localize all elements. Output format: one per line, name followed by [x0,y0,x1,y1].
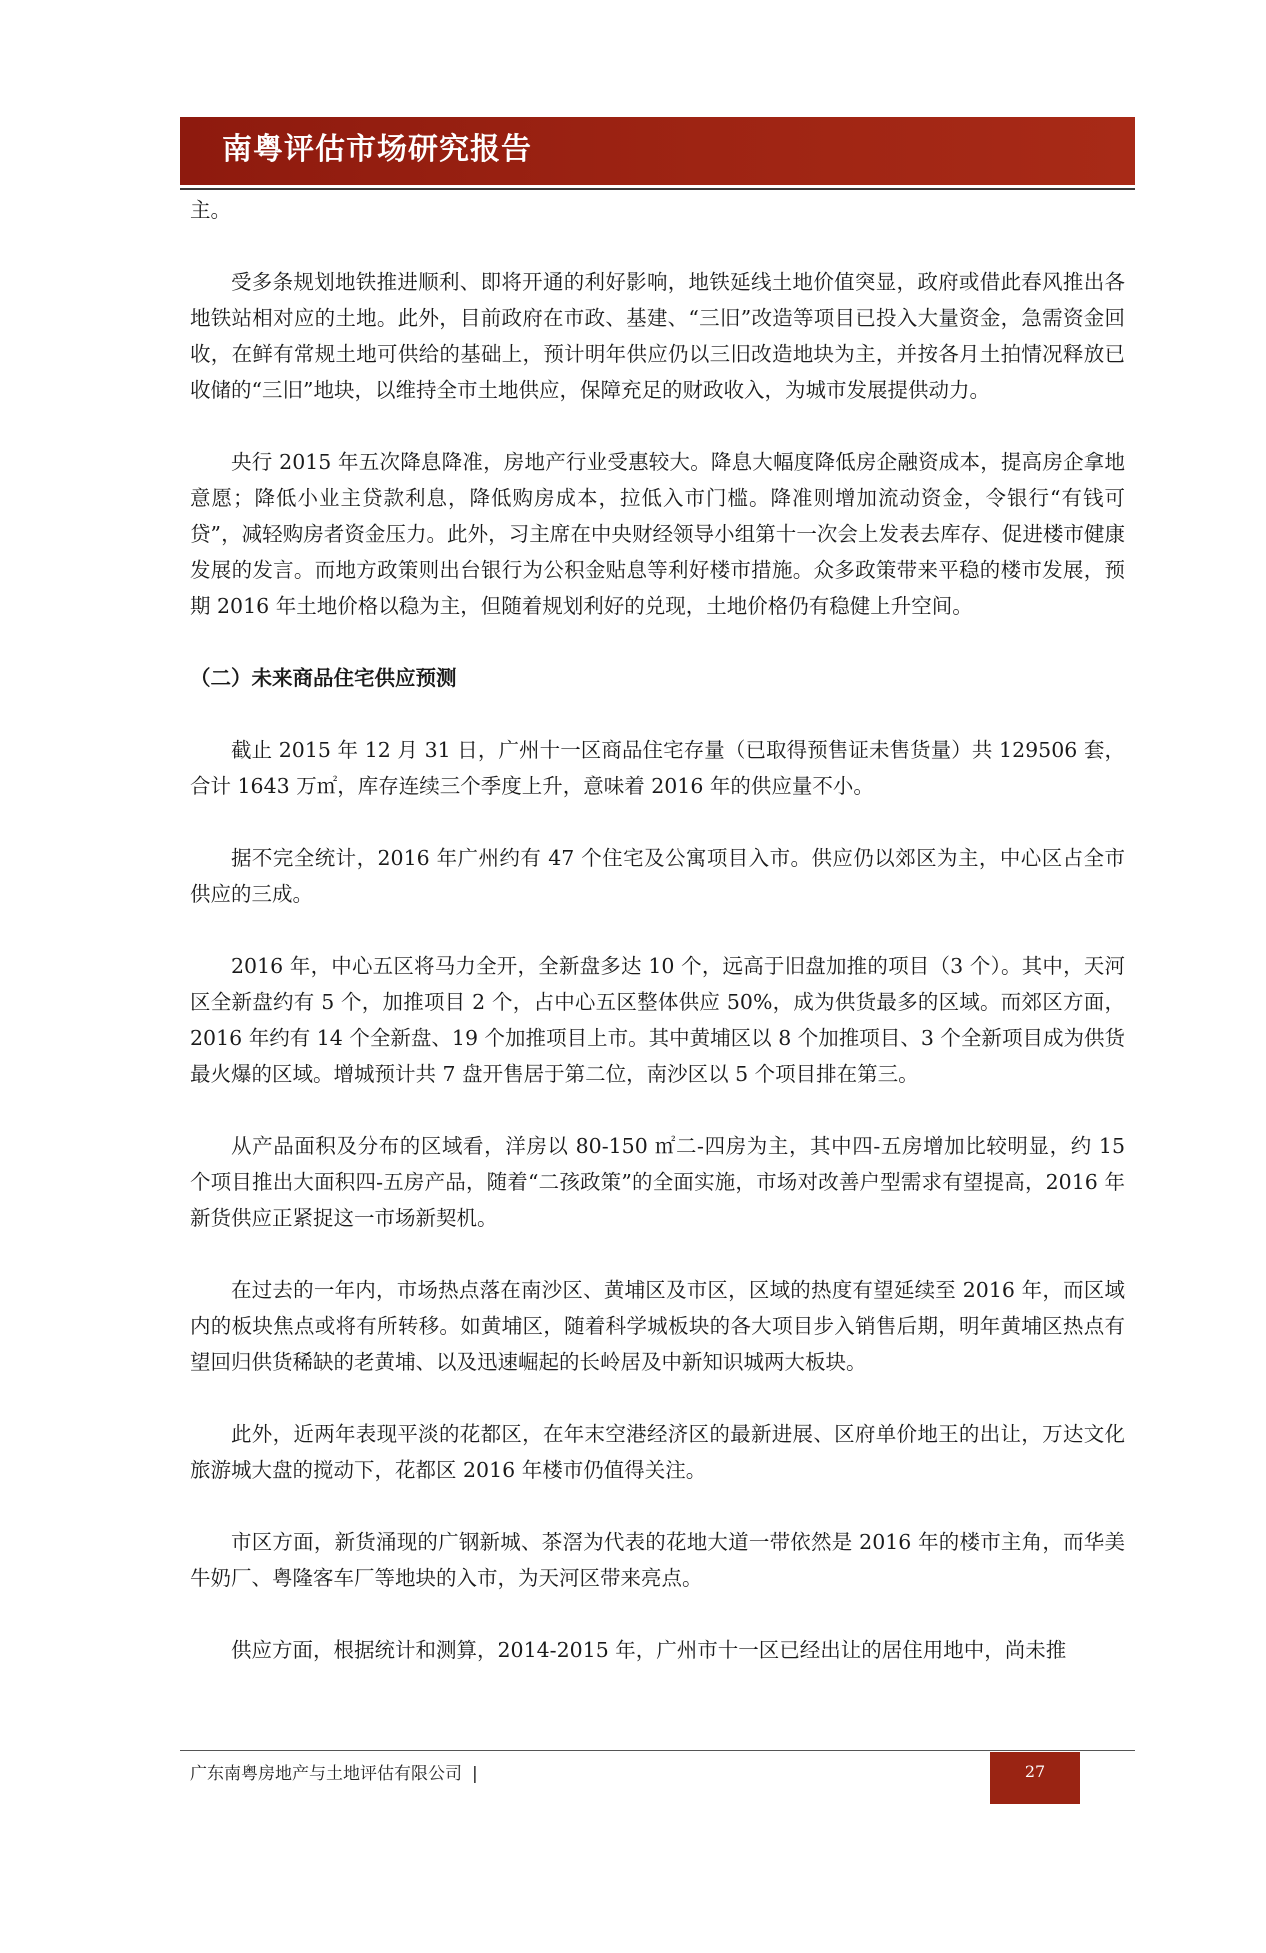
section-heading: （二）未来商品住宅供应预测 [190,666,457,690]
report-title: 南粤评估市场研究报告 [222,132,532,167]
paragraph-huadu: 此外，近两年表现平淡的花都区，在年末空港经济区的最新进展、区府单价地王的出让，万达文化旅游城大盘的搅动下，花都区 2016 年楼市仍值得关注。 [190,1422,1125,1482]
footer-separator: | [472,1764,478,1784]
paragraph-inventory: 截止 2015 年 12 月 31 日，广州十一区商品住宅存量（已取得预售证未售货量）共 129506 套，合计 1643 万㎡，库存连续三个季度上升，意味着 2016 年的供应量不小。 [190,738,1125,798]
paragraph-project-count: 据不完全统计，2016 年广州约有 47 个住宅及公寓项目入市。供应仍以郊区为主，中心区占全市供应的三成。 [190,846,1125,906]
footer-company-name: 广东南粤房地产与土地评估有限公司 [190,1764,462,1784]
paragraph-continuation: 主。 [190,198,231,222]
footer-company [190,1760,478,1788]
page-number: 27 [990,1752,1080,1804]
paragraph-hotspots: 在过去的一年内，市场热点落在南沙区、黄埔区及市区，区域的热度有望延续至 2016 年，而区域内的板块焦点或将有所转移。如黄埔区，随着科学城板块的各大项目步入销售后期，明年黄埔区热点有望回归供货稀缺的老黄埔、以及迅速崛起的长岭居及中新知识城两大板块。 [190,1278,1125,1374]
report-body [190,192,1125,1668]
paragraph-metro-land: 受多条规划地铁推进顺利、即将开通的利好影响，地铁延线土地价值突显，政府或借此春风推出各地铁站相对应的土地。此外，目前政府在市政、基建、“三旧”改造等项目已投入大量资金，急需资金回收，在鲜有常规土地可供给的基础上，预计明年供应仍以三旧改造地块为主，并按各月土拍情况释放已收储的“三旧”地块，以维持全市土地供应，保障充足的财政收入，为城市发展提供动力。 [190,270,1125,402]
paragraph-supply-stats: 供应方面，根据统计和测算，2014-2015 年，广州市十一区已经出让的居住用地中，尚未推 [231,1638,1067,1662]
paragraph-product-area: 从产品面积及分布的区域看，洋房以 80-150 ㎡二-四房为主，其中四-五房增加比较明显，约 15 个项目推出大面积四-五房产品，随着“二孩政策”的全面实施，市场对改善户型需求有望提高，2016 年新货供应正紧捉这一市场新契机。 [190,1134,1125,1230]
footer-divider [180,1750,1135,1751]
paragraph-urban-area: 市区方面，新货涌现的广钢新城、茶滘为代表的花地大道一带依然是 2016 年的楼市主角，而华美牛奶厂、粤隆客车厂等地块的入市，为天河区带来亮点。 [190,1530,1125,1590]
paragraph-monetary-policy: 央行 2015 年五次降息降准，房地产行业受惠较大。降息大幅度降低房企融资成本，提高房企拿地意愿；降低小业主贷款利息，降低购房成本，拉低入市门槛。降准则增加流动资金，令银行“有钱可贷”，减轻购房者资金压力。此外，习主席在中央财经领导小组第十一次会上发表去库存、促进楼市健康发展的发言。而地方政策则出台银行为公积金贴息等利好楼市措施。众多政策带来平稳的楼市发展，预期 2016 年土地价格以稳为主，但随着规划利好的兑现，土地价格仍有稳健上升空间。 [190,450,1125,618]
paragraph-district-supply: 2016 年，中心五区将马力全开，全新盘多达 10 个，远高于旧盘加推的项目（3 个）。其中，天河区全新盘约有 5 个，加推项目 2 个，占中心五区整体供应 50%，成为供货最多的区域。而郊区方面，2016 年约有 14 个全新盘、19 个加推项目上市。其中黄埔区以 8 个加推项目、3 个全新项目成为供货最火爆的区域。增城预计共 7 盘开售居于第二位，南沙区以 5 个项目排在第三。 [190,954,1125,1086]
header-divider [180,188,1135,190]
